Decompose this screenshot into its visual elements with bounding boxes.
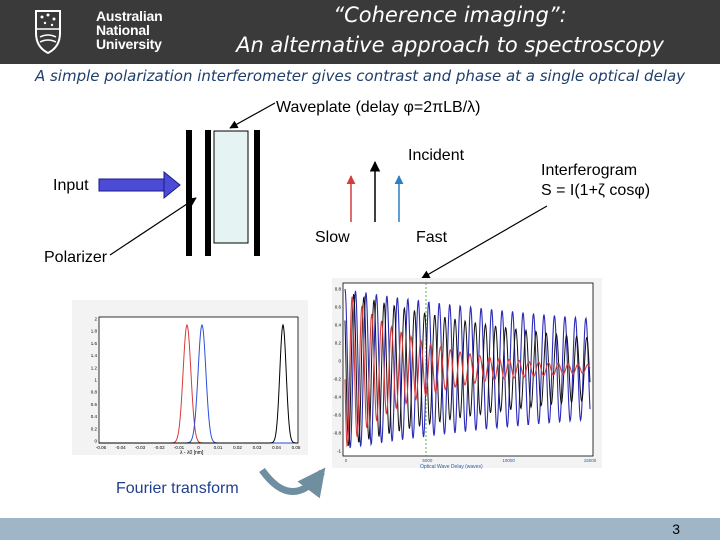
interferogram-x-tick-label: 5000 (422, 458, 433, 463)
spectrum-xlabel: λ - λ0 [nm] (180, 450, 204, 456)
interferogram-label-line-1: Interferogram (541, 162, 638, 179)
interferogram-y-tick-label: 0.2 (334, 340, 341, 346)
logo-line-1: Australian (96, 8, 163, 24)
spectrum-x-tick-label: -0.02 (154, 445, 165, 450)
title-line-1: “Coherence imaging”: (333, 3, 567, 27)
spectrum-y-tick-label: 1 (94, 377, 97, 383)
spectrum-x-tick-label: 0.02 (233, 445, 242, 450)
interferogram-y-tick-label: 0.4 (334, 322, 341, 328)
spectrum-x-tick-label: -0.04 (115, 445, 126, 450)
interferogram-label-line-2: S = I(1+ζ cosφ) (541, 182, 651, 199)
spectrum-y-tick-label: 0.8 (90, 389, 97, 395)
spectrum-y-tick-label: 1.2 (90, 365, 97, 371)
slide-subtitle: A simple polarization interferometer gives contrast and phase at a single optical delay (34, 67, 686, 85)
interferogram-xlabel: Optical Wave Delay (waves) (420, 464, 483, 470)
spectrum-x-tick-label: -0.03 (134, 445, 146, 450)
footer-bar (0, 518, 720, 540)
interferogram-y-tick-label: 0.8 (334, 286, 341, 292)
spectrum-x-tick-label: 0.04 (272, 445, 281, 450)
spectrum-x-tick-label: 0 (197, 445, 200, 450)
interferogram-y-tick-label: -0.6 (333, 412, 341, 418)
title-line-2: An alternative approach to spectroscopy (236, 33, 664, 57)
interferogram-y-tick-label: 0 (338, 358, 341, 364)
spectrum-y-tick-label: 1.8 (90, 328, 97, 334)
spectrum-y-tick-label: 1.4 (90, 353, 97, 359)
slow-label: Slow (315, 229, 350, 246)
spectrum-y-tick-label: 0.6 (90, 401, 97, 407)
interferogram-y-tick-label: 0.6 (334, 304, 341, 310)
spectrum-y-tick-label: 0.4 (90, 414, 97, 420)
waveplate-label: Waveplate (delay φ=2πLB/λ) (276, 99, 481, 116)
incident-label: Incident (408, 147, 465, 164)
page-number: 3 (672, 521, 680, 537)
fourier-transform-label: Fourier transform (116, 480, 239, 497)
spectrum-y-tick-label: 1.6 (90, 340, 97, 346)
spectrum-x-tick-label: 0.01 (213, 445, 223, 450)
spectrum-x-tick-label: -0.01 (173, 445, 185, 450)
spectrum-x-tick-label: 0.05 (291, 445, 301, 450)
spectrum-y-tick-label: 0 (94, 438, 97, 444)
interferogram-x-tick-label: 10000 (502, 458, 515, 463)
interferogram-y-tick-label: -0.2 (333, 376, 341, 382)
interferogram-y-tick-label: -0.8 (333, 430, 341, 436)
logo-line-3: University (96, 36, 162, 52)
spectrum-x-tick-label: 0.03 (252, 445, 262, 450)
logo-line-2: National (96, 22, 150, 38)
input-label: Input (53, 177, 89, 194)
polarizer-label: Polarizer (44, 249, 108, 266)
interferogram-y-tick-label: -0.4 (333, 394, 341, 400)
fast-label: Fast (416, 229, 448, 246)
interferogram-x-tick-label: 15000 (583, 458, 597, 463)
spectrum-y-tick-label: 0.2 (90, 426, 97, 432)
interferogram-x-tick-label: 0 (344, 458, 348, 463)
interferogram-y-tick-label: -1 (336, 448, 341, 454)
spectrum-x-tick-label: -0.06 (95, 445, 107, 450)
spectrum-y-tick-label: 2 (94, 316, 97, 322)
